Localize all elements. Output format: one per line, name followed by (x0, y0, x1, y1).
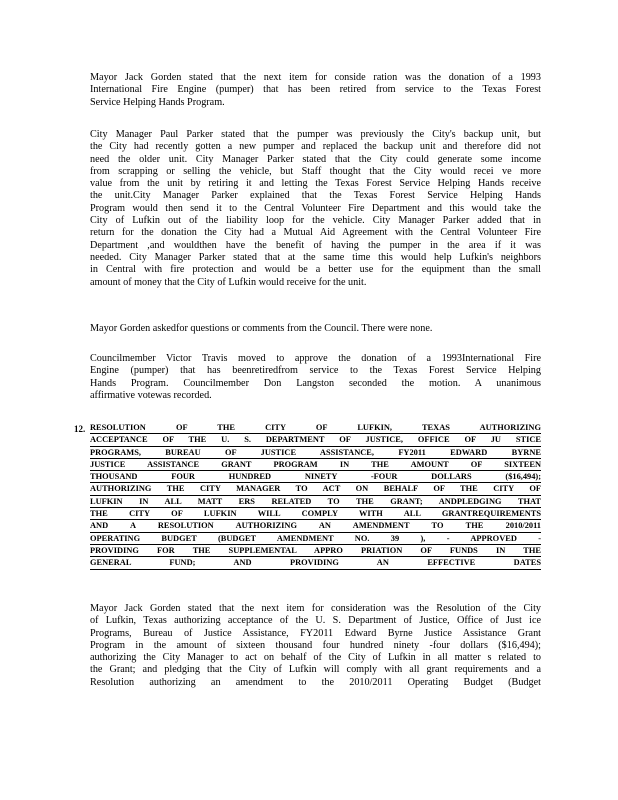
resolution-line: AUTHORIZING THE CITY MANAGER TO ACT ON BEHALF OF THE CITY OF (90, 483, 541, 495)
paragraph-fire-engine-item (90, 72, 541, 109)
text-line: International Fire Engine (pumper) that has been retired from service to the Texas Forest (90, 84, 541, 96)
paragraph-motion (90, 353, 541, 402)
resolution-line: PROGRAMS, BUREAU OF JUSTICE ASSISTANCE, FY2011 EDWARD BYRNE (90, 447, 541, 459)
text-line: the Grant; and pledging that the City of Lufkin will comply with all grant requirements and a (90, 664, 541, 676)
text-line: Program in the amount of sixteen thousand four hundred ninety -four dollars ($16,494); (90, 639, 541, 651)
text-line: authorizing the City Manager to act on behalf of the City of Lufkin in all matter s related to (90, 652, 541, 664)
text-line: Hands Program. Councilmember Don Langston seconded the motion. A unanimous (90, 377, 541, 389)
resolution-line: AND A RESOLUTION AUTHORIZING AN AMENDMENT TO THE 2010/2011 (90, 520, 541, 532)
resolution-line: OPERATING BUDGET (BUDGET AMENDMENT NO. 39 ), - APPROVED - (90, 533, 541, 545)
text-line: City Manager Paul Parker stated that the pumper was previously the City's backup unit, but (90, 129, 541, 140)
text-line: the City had recently gotten a new pumper and replaced the backup unit and therefore did not (90, 141, 541, 153)
text-line: Mayor Jack Gorden stated that the next item for conside ration was the donation of a 1993 (90, 72, 541, 83)
text-line: in Central with fire protection and would be a better use for the equipment than the small (90, 264, 541, 276)
paragraph-questions (90, 323, 541, 335)
resolution-line: ACCEPTANCE OF THE U. S. DEPARTMENT OF JUSTICE, OFFICE OF JU STICE (90, 434, 541, 446)
resolution-line: LUFKIN IN ALL MATT ERS RELATED TO THE GRANT; ANDPLEDGING THAT (90, 496, 541, 508)
text-line: needed. City Manager Parker stated that at the same time this would help Lufkin's neighbors (90, 251, 541, 263)
text-line: need the older unit. City Manager Parker stated that the City could generate some income (90, 153, 541, 165)
text-line: Service Helping Hands Program. (90, 96, 225, 108)
text-line: the unit.City Manager Parker explained that the Texas Forest Service Helping Hands (90, 190, 541, 202)
text-line: City of Lufkin out of the liability loop for the vehicle. City Manager Parker added that in (90, 215, 541, 227)
paragraph-city-manager-explanation (90, 129, 541, 289)
resolution-line: THE CITY OF LUFKIN WILL COMPLY WITH ALL GRANTREQUIREMENTS (90, 508, 541, 520)
text-line: Mayor Jack Gorden stated that the next item for consideration was the Resolution of the City (90, 603, 541, 614)
resolution-line: THOUSAND FOUR HUNDRED NINETY -FOUR DOLLARS ($16,494); (90, 471, 541, 483)
resolution-line: RESOLUTION OF THE CITY OF LUFKIN, TEXAS AUTHORIZING (90, 422, 541, 434)
text-line: of Lufkin, Texas authorizing acceptance of the U. S. Department of Justice, Office of Just ice (90, 615, 541, 627)
agenda-item-number: 12. (74, 424, 86, 434)
text-line: value from the unit by retiring it and letting the Texas Forest Service Helping Hands receive (90, 178, 541, 190)
resolution-heading (90, 422, 541, 570)
resolution-line: GENERAL FUND; AND PROVIDING AN EFFECTIVE DATES (90, 557, 541, 569)
text-line: Program would then send it to the Central Volunteer Fire Department and this would take the (90, 202, 541, 214)
text-line: from scrapping or selling the vehicle, but Staff thought that the City would recei ve more (90, 165, 541, 177)
text-line: Mayor Gorden askedfor questions or comments from the Council. There were none. (90, 323, 433, 334)
text-line: Engine (pumper) that has beenretiredfrom service to the Texas Forest Service Helping (90, 365, 541, 377)
text-line: affirmative votewas recorded. (90, 389, 212, 401)
text-line: return for the donation the City had a Mutual Aid Agreement with the Central Volunteer Fire (90, 227, 541, 239)
resolution-line: JUSTICE ASSISTANCE GRANT PROGRAM IN THE AMOUNT OF SIXTEEN (90, 459, 541, 471)
text-line: Resolution authorizing an amendment to the 2010/2011 Operating Budget (Budget (90, 676, 541, 688)
resolution-line: PROVIDING FOR THE SUPPLEMENTAL APPRO PRIATION OF FUNDS IN THE (90, 545, 541, 557)
text-line: Councilmember Victor Travis moved to approve the donation of a 1993International Fire (90, 353, 541, 364)
paragraph-resolution-discussion (90, 603, 541, 689)
text-line: Department ,and wouldthen have the benefit of having the pumper in the area if it was (90, 239, 541, 251)
text-line: amount of money that the City of Lufkin would receive for the unit. (90, 276, 367, 288)
text-line: Programs, Bureau of Justice Assistance, FY2011 Edward Byrne Justice Assistance Grant (90, 627, 541, 639)
